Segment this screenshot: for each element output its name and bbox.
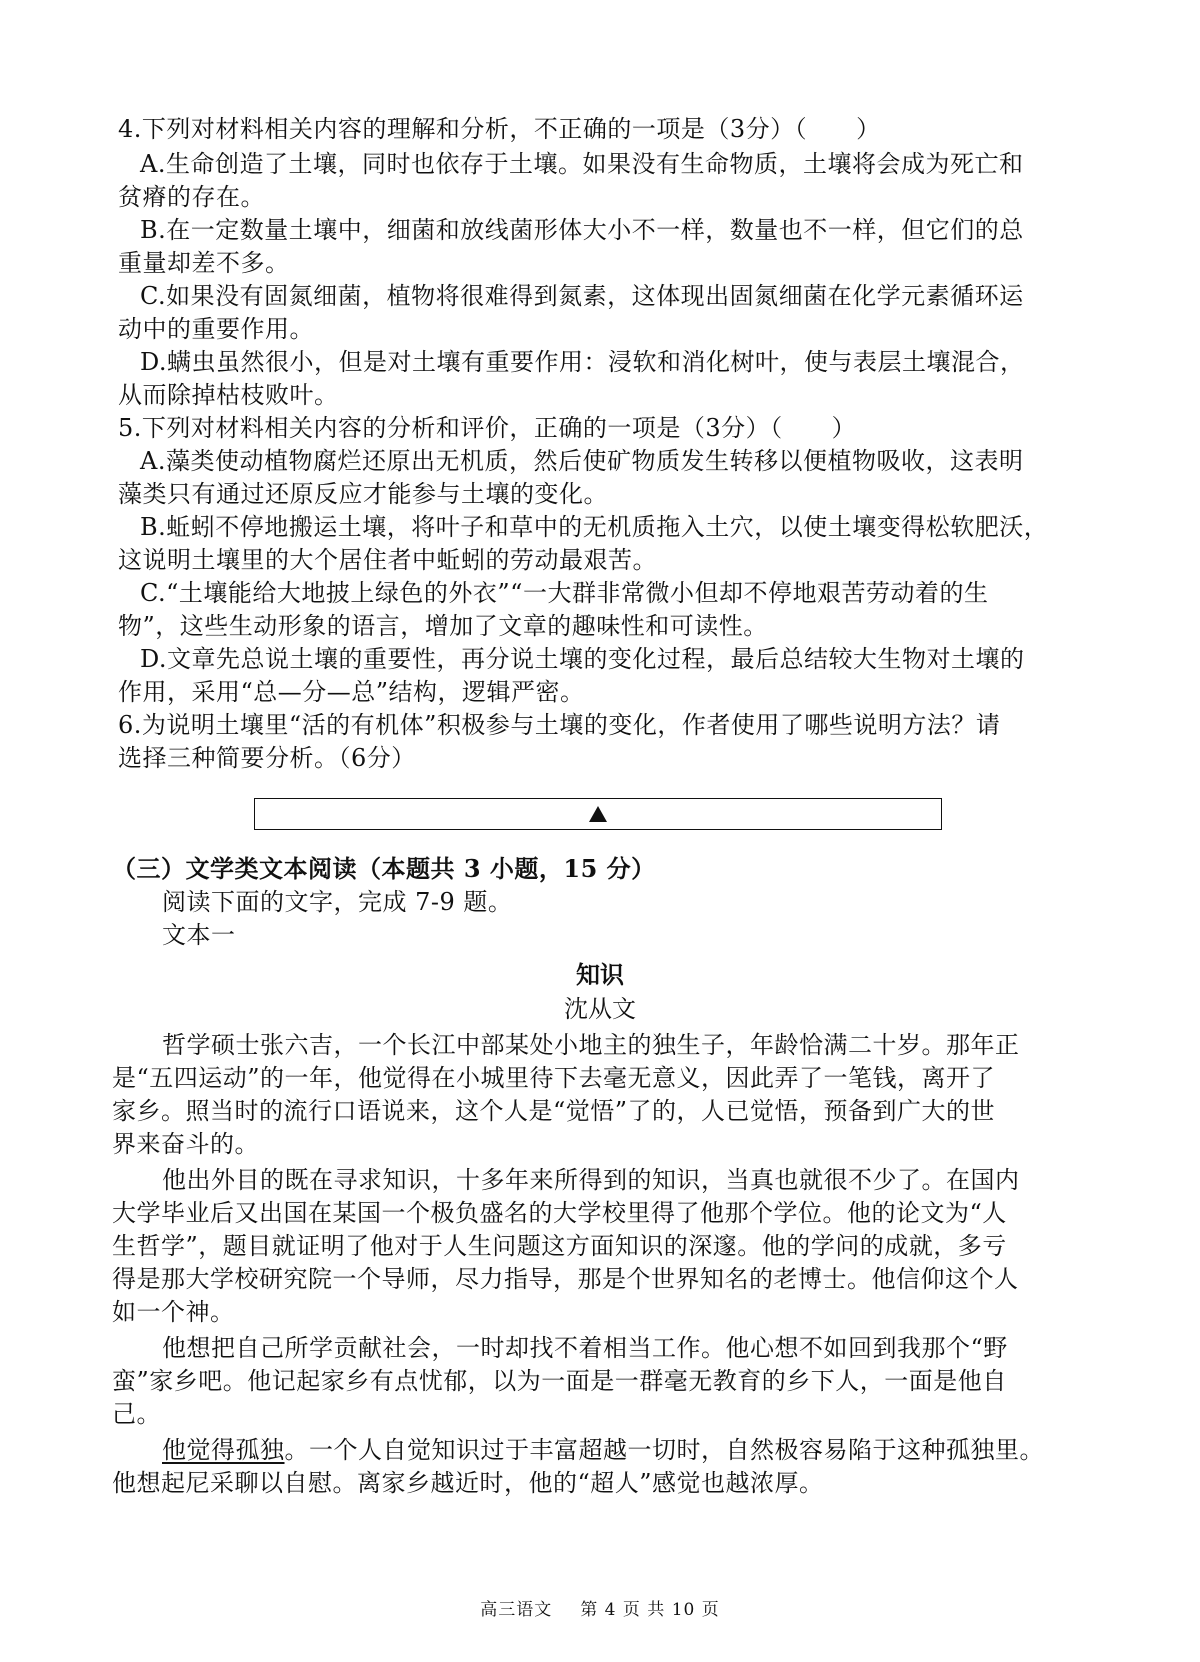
passage-paragraph-1-line: 家乡。照当时的流行口语说来，这个人是“觉悟”了的，人已觉悟，预备到广大的世 <box>112 1097 996 1125</box>
passage-title: 知识 <box>576 960 624 989</box>
passage-paragraph-2-line: 生哲学”，题目就证明了他对于人生问题这方面知识的深邃。他的学问的成就，多亏 <box>112 1232 1007 1260</box>
question-4-option-c: C.如果没有固氮细菌，植物将很难得到氮素，这体现出固氮细菌在化学元素循环运 <box>140 282 1024 310</box>
question-5-option-d-cont: 作用，采用“总—分—总”结构，逻辑严密。 <box>118 678 585 706</box>
question-5-option-a-cont: 藻类只有通过还原反应才能参与土壤的变化。 <box>118 480 608 508</box>
passage-paragraph-4 <box>162 1433 1044 1467</box>
question-5-option-b-cont: 这说明土壤里的大个居住者中蚯蚓的劳动最艰苦。 <box>118 546 657 574</box>
passage-paragraph-4-line: 他想起尼采聊以自慰。离家乡越近时，他的“超人”感觉也越浓厚。 <box>112 1469 824 1497</box>
question-5-option-d: D.文章先总说土壤的重要性，再分说土壤的变化过程，最后总结较大生物对土壤的 <box>140 645 1025 673</box>
passage-paragraph-3: 他想把自己所学贡献社会，一时却找不着相当工作。他心想不如回到我那个“野 <box>162 1334 1008 1362</box>
question-6-stem: 6.为说明土壤里“活的有机体”积极参与土壤的变化，作者使用了哪些说明方法？请 <box>118 711 1001 739</box>
question-4-option-c-cont: 动中的重要作用。 <box>118 315 314 343</box>
passage-paragraph-2-line: 如一个神。 <box>112 1298 235 1326</box>
question-5-option-c-cont: 物”，这些生动形象的语言，增加了文章的趣味性和可读性。 <box>118 612 768 640</box>
passage-paragraph-2: 他出外目的既在寻求知识，十多年来所得到的知识，当真也就很不少了。在国内 <box>162 1166 1020 1194</box>
answer-box <box>254 798 942 830</box>
question-4-option-b-cont: 重量却差不多。 <box>118 249 290 277</box>
page-footer <box>0 1598 1200 1622</box>
passage-paragraph-1-line: 界来奋斗的。 <box>112 1130 259 1158</box>
question-4-option-b: B.在一定数量土壤中，细菌和放线菌形体大小不一样，数量也不一样，但它们的总 <box>140 216 1024 244</box>
question-4-stem: 4.下列对材料相关内容的理解和分析，不正确的一项是（3分）（ ） <box>118 115 881 143</box>
text-label: 文本一 <box>162 921 236 949</box>
question-5-option-c: C.“土壤能给大地披上绿色的外衣”“一大群非常微小但却不停地艰苦劳动着的生 <box>140 579 989 607</box>
section-instruction: 阅读下面的文字，完成 7-9 题。 <box>162 888 513 916</box>
section-heading: （三）文学类文本阅读（本题共 3 小题，15 分） <box>112 854 656 883</box>
question-4-option-a-cont: 贫瘠的存在。 <box>118 183 265 211</box>
paragraph-4-rest: 。一个人自觉知识过于丰富超越一切时，自然极容易陷于这种孤独里。 <box>284 1436 1044 1464</box>
underlined-phrase: 他觉得孤独 <box>162 1436 285 1464</box>
passage-paragraph-3-line: 蛮”家乡吧。他记起家乡有点忧郁，以为一面是一群毫无教育的乡下人，一面是他自 <box>112 1367 1007 1395</box>
question-5-stem: 5.下列对材料相关内容的分析和评价，正确的一项是（3分）（ ） <box>118 414 857 442</box>
question-4-option-a: A.生命创造了土壤，同时也依存于土壤。如果没有生命物质，土壤将会成为死亡和 <box>140 150 1024 178</box>
question-5-option-a: A.藻类使动植物腐烂还原出无机质，然后使矿物质发生转移以便植物吸收，这表明 <box>140 447 1024 475</box>
passage-paragraph-1: 哲学硕士张六吉，一个长江中部某处小地主的独生子，年龄恰满二十岁。那年正 <box>162 1031 1020 1059</box>
question-6-stem-cont: 选择三种简要分析。（6分） <box>118 744 416 772</box>
passage-author: 沈从文 <box>564 995 636 1023</box>
passage-paragraph-1-line: 是“五四运动”的一年，他觉得在小城里待下去毫无意义，因此弄了一笔钱，离开了 <box>112 1064 996 1092</box>
question-4-option-d: D.螨虫虽然很小，但是对土壤有重要作用：浸软和消化树叶，使与表层土壤混合， <box>140 348 1025 376</box>
question-4-option-d-cont: 从而除掉枯枝败叶。 <box>118 381 339 409</box>
passage-paragraph-3-line: 己。 <box>112 1400 161 1428</box>
footer-subject: 高三语文 <box>480 1600 553 1620</box>
footer-page-number: 第 4 页 共 10 页 <box>580 1600 720 1620</box>
question-5-option-b: B.蚯蚓不停地搬运土壤，将叶子和草中的无机质拖入土穴，以使土壤变得松软肥沃， <box>140 513 1049 541</box>
triangle-up-icon <box>589 806 607 822</box>
passage-paragraph-2-line: 大学毕业后又出国在某国一个极负盛名的大学校里得了他那个学位。他的论文为“人 <box>112 1199 1007 1227</box>
passage-paragraph-2-line: 得是那大学校研究院一个导师，尽力指导，那是个世界知名的老博士。他信仰这个人 <box>112 1265 1019 1293</box>
